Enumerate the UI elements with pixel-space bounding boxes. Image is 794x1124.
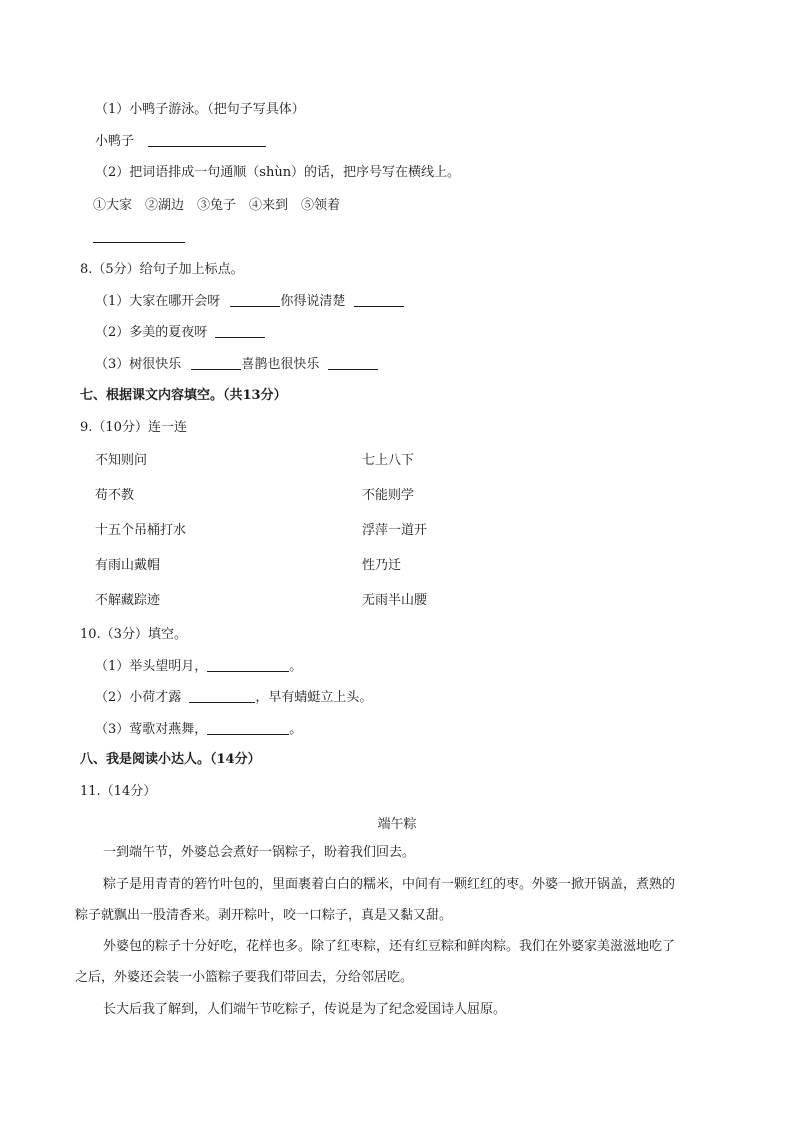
q8-line1: [95, 292, 404, 312]
q8-line3-blank-a[interactable]: [191, 355, 241, 370]
q10-line2: [95, 688, 372, 708]
q11-heading: 11.（14分）: [80, 784, 157, 799]
q8-line1-text-a: （1）大家在哪开会呀: [95, 294, 221, 309]
q10-line1-blank[interactable]: [207, 657, 289, 672]
q8-line2-blank[interactable]: [215, 323, 265, 338]
q7-item2-blank[interactable]: [93, 228, 185, 243]
q8-line2: [95, 323, 265, 343]
q10-line1-text-a: （1）举头望明月，: [95, 659, 208, 674]
q7-item1-answer-prefix: 小鸭子: [95, 134, 135, 149]
q10-line3: [95, 720, 302, 740]
passage-paragraph-2-line-2: 粽子就飘出一股清香来。剥开粽叶，咬一口粽子，真是又黏又甜。: [75, 908, 453, 923]
q10-line3-text-a: （3）莺歌对燕舞，: [95, 722, 208, 737]
q10-line2-text-a: （2）小荷才露: [95, 690, 182, 705]
q9-right-item[interactable]: 不能则学: [362, 488, 415, 503]
q9-left-item[interactable]: 苟不教: [95, 488, 135, 503]
q9-right-item[interactable]: 无雨半山腰: [362, 593, 428, 608]
q8-line1-blank-b[interactable]: [354, 292, 404, 307]
passage-paragraph-2-line-1: 粽子是用青青的箬竹叶包的，里面裹着白白的糯米，中间有一颗红红的枣。外婆一掀开锅盖，煮熟的: [103, 877, 676, 892]
q9-right-item[interactable]: 七上八下: [362, 453, 415, 468]
q10-line2-blank[interactable]: [189, 688, 255, 703]
q7-item1-blank[interactable]: [148, 132, 266, 147]
q8-line1-text-b: 你得说清楚: [280, 294, 346, 309]
q9-heading: 9.（10分）连一连: [80, 420, 187, 435]
q8-line2-text: （2）多美的夏夜呀: [95, 325, 208, 340]
q9-left-item[interactable]: 有雨山戴帽: [95, 558, 161, 573]
passage-paragraph-3-line-1: 外婆包的粽子十分好吃，花样也多。除了红枣粽，还有红豆粽和鲜肉粽。我们在外婆家美滋滋地吃了: [103, 939, 676, 954]
q7-item2-prompt: （2）把词语排成一句通顺（shùn）的话，把序号写在横线上。: [95, 165, 461, 180]
passage-paragraph-4: 长大后我了解到，人们端午节吃粽子，传说是为了纪念爱国诗人屈原。: [103, 1002, 507, 1017]
q9-left-item[interactable]: 不知则问: [95, 453, 148, 468]
q8-heading: 8.（5分）给句子加上标点。: [80, 262, 244, 277]
q9-right-item[interactable]: 性乃迁: [362, 558, 402, 573]
passage-title: 端午粽: [377, 817, 417, 832]
q8-line1-blank-a[interactable]: [230, 292, 280, 307]
q7-item1-answer-line: [95, 132, 266, 152]
q10-line1: [95, 657, 302, 677]
q10-line2-text-b: ，早有蜻蜓立上头。: [255, 690, 373, 705]
q10-line1-text-b: 。: [289, 659, 303, 674]
section7-heading: 七、根据课文内容填空。（共13分）: [80, 388, 287, 403]
section8-heading: 八、我是阅读小达人。（14分）: [80, 752, 261, 767]
q9-left-item[interactable]: 不解藏踪迹: [95, 593, 161, 608]
passage-paragraph-1: 一到端午节，外婆总会煮好一锅粽子，盼着我们回去。: [103, 845, 416, 860]
q10-heading: 10.（3分）填空。: [80, 627, 187, 642]
q8-line3-text-b: 喜鹊也很快乐: [241, 357, 320, 372]
q8-line3-blank-b[interactable]: [328, 355, 378, 370]
q9-right-item[interactable]: 浮萍一道开: [362, 523, 428, 538]
q7-item2-words: ①大家 ②湖边 ③兔子 ④来到 ⑤领着: [93, 198, 341, 213]
q7-item1-prompt: （1）小鸭子游泳。（把句子写具体）: [95, 102, 305, 117]
q8-line3-text-a: （3）树很快乐: [95, 357, 182, 372]
passage-paragraph-3-line-2: 之后，外婆还会装一小篮粽子要我们带回去，分给邻居吃。: [75, 970, 414, 985]
q8-line3: [95, 355, 378, 375]
q10-line3-blank[interactable]: [207, 720, 289, 735]
q10-line3-text-b: 。: [289, 722, 303, 737]
q9-left-item[interactable]: 十五个吊桶打水: [95, 523, 187, 538]
q7-item2-answer-line: [93, 228, 185, 248]
